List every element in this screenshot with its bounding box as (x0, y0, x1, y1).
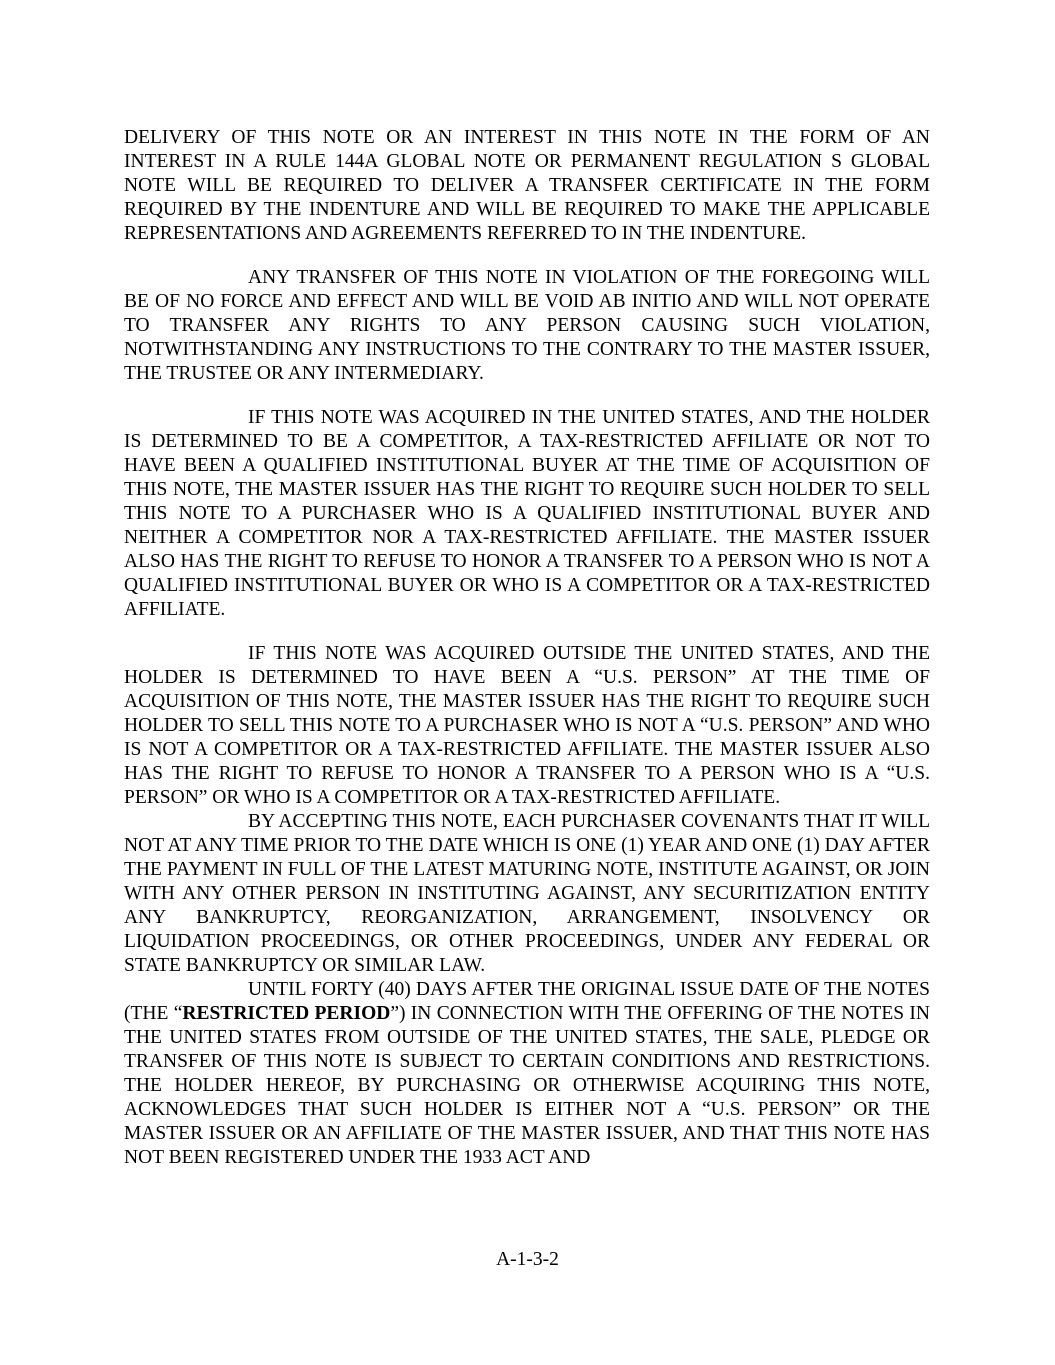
paragraph-delivery-continuation (124, 126, 930, 246)
paragraph-text: IF THIS NOTE WAS ACQUIRED OUTSIDE THE UNITED STATES, AND THE HOLDER IS DETERMINED TO HAVE BEEN A “U.S. PERSON” AT THE TIME OF ACQUISITION OF THIS NOTE, THE MASTER ISSUER HAS THE RIGHT TO REQUIRE SUCH HOLDER TO SELL THIS NOTE TO A PURCHASER WHO IS NOT A “U.S. PERSON” AND WHO IS NOT A COMPETITOR OR A TAX-RESTRICTED AFFILIATE. THE MASTER ISSUER ALSO HAS THE RIGHT TO REFUSE TO HONOR A TRANSFER TO A PERSON WHO IS A “U.S. PERSON” OR WHO IS A COMPETITOR OR A TAX-RESTRICTED AFFILIATE. (124, 643, 930, 808)
paragraph-acquired-outside-us (124, 642, 930, 810)
paragraph-transfer-violation (124, 266, 930, 386)
paragraph-purchaser-covenant (124, 810, 930, 978)
paragraph-restricted-period (124, 978, 930, 1170)
paragraph-text: IF THIS NOTE WAS ACQUIRED IN THE UNITED STATES, AND THE HOLDER IS DETERMINED TO BE A COMPETITOR, A TAX-RESTRICTED AFFILIATE OR NOT TO HAVE BEEN A QUALIFIED INSTITUTIONAL BUYER AT THE TIME OF ACQUISITION OF THIS NOTE, THE MASTER ISSUER HAS THE RIGHT TO REQUIRE SUCH HOLDER TO SELL THIS NOTE TO A PURCHASER WHO IS A QUALIFIED INSTITUTIONAL BUYER AND NEITHER A COMPETITOR NOR A TAX-RESTRICTED AFFILIATE. THE MASTER ISSUER ALSO HAS THE RIGHT TO REFUSE TO HONOR A TRANSFER TO A PERSON WHO IS NOT A QUALIFIED INSTITUTIONAL BUYER OR WHO IS A COMPETITOR OR A TAX-RESTRICTED AFFILIATE. (124, 407, 930, 620)
paragraph-text-end: ”) IN CONNECTION WITH THE OFFERING OF THE NOTES IN THE UNITED STATES FROM OUTSIDE OF THE UNITED STATES, THE SALE, PLEDGE OR TRANSFER OF THIS NOTE IS SUBJECT TO CERTAIN CONDITIONS AND RESTRICTIONS. THE HOLDER HEREOF, BY PURCHASING OR OTHERWISE ACQUIRING THIS NOTE, ACKNOWLEDGES THAT SUCH HOLDER IS EITHER NOT A “U.S. PERSON” OR THE MASTER ISSUER OR AN AFFILIATE OF THE MASTER ISSUER, AND THAT THIS NOTE HAS NOT BEEN REGISTERED UNDER THE 1933 ACT AND (124, 1003, 930, 1168)
paragraph-acquired-in-us (124, 406, 930, 622)
paragraph-text: ANY TRANSFER OF THIS NOTE IN VIOLATION OF THE FOREGOING WILL BE OF NO FORCE AND EFFECT AND WILL BE VOID AB INITIO AND WILL NOT OPERATE TO TRANSFER ANY RIGHTS TO ANY PERSON CAUSING SUCH VIOLATION, NOTWITHSTANDING ANY INSTRUCTIONS TO THE CONTRARY TO THE MASTER ISSUER, THE TRUSTEE OR ANY INTERMEDIARY. (124, 267, 930, 384)
document-body (124, 126, 930, 1170)
page-number: A-1-3-2 (496, 1249, 559, 1270)
restricted-period-term: RESTRICTED PERIOD (182, 1003, 391, 1024)
paragraph-text: BY ACCEPTING THIS NOTE, EACH PURCHASER COVENANTS THAT IT WILL NOT AT ANY TIME PRIOR TO THE DATE WHICH IS ONE (1) YEAR AND ONE (1) DAY AFTER THE PAYMENT IN FULL OF THE LATEST MATURING NOTE, INSTITUTE AGAINST, OR JOIN WITH ANY OTHER PERSON IN INSTITUTING AGAINST, ANY SECURITIZATION ENTITY ANY BANKRUPTCY, REORGANIZATION, ARRANGEMENT, INSOLVENCY OR LIQUIDATION PROCEEDINGS, OR OTHER PROCEEDINGS, UNDER ANY FEDERAL OR STATE BANKRUPTCY OR SIMILAR LAW. (124, 811, 930, 976)
paragraph-text-start: UNTIL FORTY (40) DAYS AFTER THE ORIGINAL ISSUE DATE OF THE NOTES (THE “ (124, 979, 930, 1024)
paragraph-text: DELIVERY OF THIS NOTE OR AN INTEREST IN THIS NOTE IN THE FORM OF AN INTEREST IN A RULE 144A GLOBAL NOTE OR PERMANENT REGULATION S GLOBAL NOTE WILL BE REQUIRED TO DELIVER A TRANSFER CERTIFICATE IN THE FORM REQUIRED BY THE INDENTURE AND WILL BE REQUIRED TO MAKE THE APPLICABLE REPRESENTATIONS AND AGREEMENTS REFERRED TO IN THE INDENTURE. (124, 127, 930, 244)
